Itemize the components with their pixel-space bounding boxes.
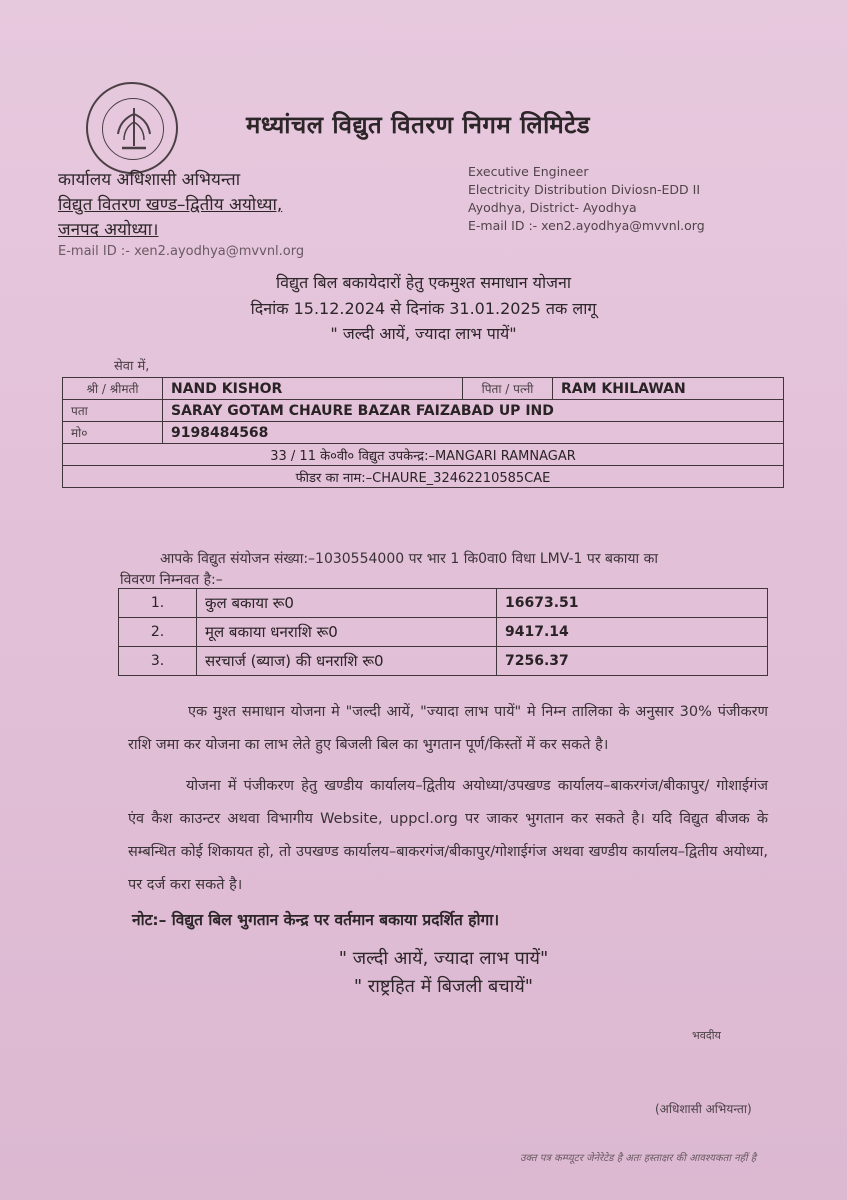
closing-yours: भवदीय [692,1029,721,1042]
table-row [63,400,784,422]
table-row [63,466,784,488]
registration-paragraph: योजना में पंजीकरण हेतु खण्डीय कार्यालय–द्वितीय अयोध्या/उपखण्ड कार्यालय–बाकरगंज/बीकापुर/ गोशाईगंज एंव कैश काउन्टर अथवा विभागीय Website, uppcl.org पर जाकर भुगतान कर सकते है। यदि विद्युत बीजक के सम्बन्धित कोई शिकायत हो, तो उपखण्ड कार्यालय–बाकरगंज/बीकापुर/गोशाईगंज अथवा खण्डीय कार्यालय–द्वितीय अयोध्या, पर दर्ज करा सकते है। [128,778,768,893]
customer-address: SARAY GOTAM CHAURE BAZAR FAIZABAD UP IND [163,400,784,422]
dues-value: 7256.37 [497,647,768,676]
relation-label: पिता / पत्नी [463,378,553,400]
office-en-line-1: Executive Engineer [468,164,589,179]
slogan-save-benefit: " जल्दी आयें, ज्यादा लाभ पायें" [338,948,549,969]
office-line-3: जनपद अयोध्या। [58,220,159,240]
office-en-line-2: Electricity Distribution Diviosn-EDD II [468,182,701,197]
computer-generated-note: उक्त पत्र कम्प्यूटर जेनेरेटेड है अतः हस्ताक्षर की आवश्यकता नहीं है [520,1153,757,1164]
office-en-email: E-mail ID :- xen2.ayodhya@mvvnl.org [468,218,705,233]
address-label: पता [63,400,163,422]
salutation: सेवा में, [114,359,150,374]
dues-value: 9417.14 [497,618,768,647]
office-en-line-3: Ayodhya, District- Ayodhya [468,200,637,215]
customer-mobile: 9198484568 [163,422,784,444]
feeder-name: फीडर का नाम:–CHAURE_32462210585CAE [63,466,784,488]
table-row [63,378,784,400]
office-line-2: विद्युत वितरण खण्ड–द्वितीय अयोध्या, [58,195,283,215]
customer-details-table [62,377,784,488]
lamp-emblem-icon [110,102,158,158]
dues-label: सरचार्ज (ब्याज) की धनराशि रू0 [197,647,497,676]
name-label: श्री / श्रीमती [63,378,163,400]
dues-no: 3. [119,647,197,676]
payment-note: नोट:– विद्युत बिल भुगतान केन्द्र पर वर्तमान बकाया प्रदर्शित होगा। [132,911,500,929]
dues-no: 2. [119,618,197,647]
table-row [63,422,784,444]
scheme-paragraph: एक मुश्त समाधान योजना मे "जल्दी आयें, "ज्यादा लाभ पायें" मे निम्न तालिका के अनुसार 30% पंजीकरण राशि जमा कर योजना का लाभ लेते हुए बिजली बिल का भुगतान पूर्ण/किस्तों में कर सकते है। [128,704,768,753]
dues-intro: विवरण निम्नवत है:– [120,572,223,588]
dues-no: 1. [119,589,197,618]
company-name: मध्यांचल विद्युत वितरण निगम लिमिटेड [246,111,591,139]
office-address-english [468,163,788,235]
office-email-hindi: E-mail ID :- xen2.ayodhya@mvvnl.org [58,244,305,259]
connection-details: आपके विद्युत संयोजन संख्या:–1030554000 पर भार 1 कि0वा0 विधा LMV-1 पर बकाया का [160,551,658,567]
slogan-save-electricity: " राष्ट्रहित में बिजली बचायें" [353,976,534,997]
table-row [63,444,784,466]
mobile-label: मो० [63,422,163,444]
dues-label: मूल बकाया धनराशि रू0 [197,618,497,647]
relation-name: RAM KHILAWAN [553,378,784,400]
substation-name: 33 / 11 के०वी० विद्युत उपकेन्द्र:–MANGARI RAMNAGAR [63,444,784,466]
table-row [119,618,768,647]
scheme-dates: दिनांक 15.12.2024 से दिनांक 31.01.2025 तक लागू [250,299,597,318]
dues-label: कुल बकाया रू0 [197,589,497,618]
table-row [119,589,768,618]
office-line-1: कार्यालय अधिशासी अभियन्ता [58,170,241,190]
scheme-title: विद्युत बिल बकायेदारों हेतु एकमुश्त समाधान योजना [275,273,571,292]
dues-value: 16673.51 [497,589,768,618]
signatory-designation: (अधिशासी अभियन्ता) [655,1102,752,1116]
customer-name: NAND KISHOR [163,378,463,400]
scheme-tagline: " जल्दी आयें, ज्यादा लाभ पायें" [330,324,517,343]
office-address-hindi [58,168,358,243]
table-row [119,647,768,676]
dues-table [118,588,768,676]
company-logo-seal [86,82,178,174]
